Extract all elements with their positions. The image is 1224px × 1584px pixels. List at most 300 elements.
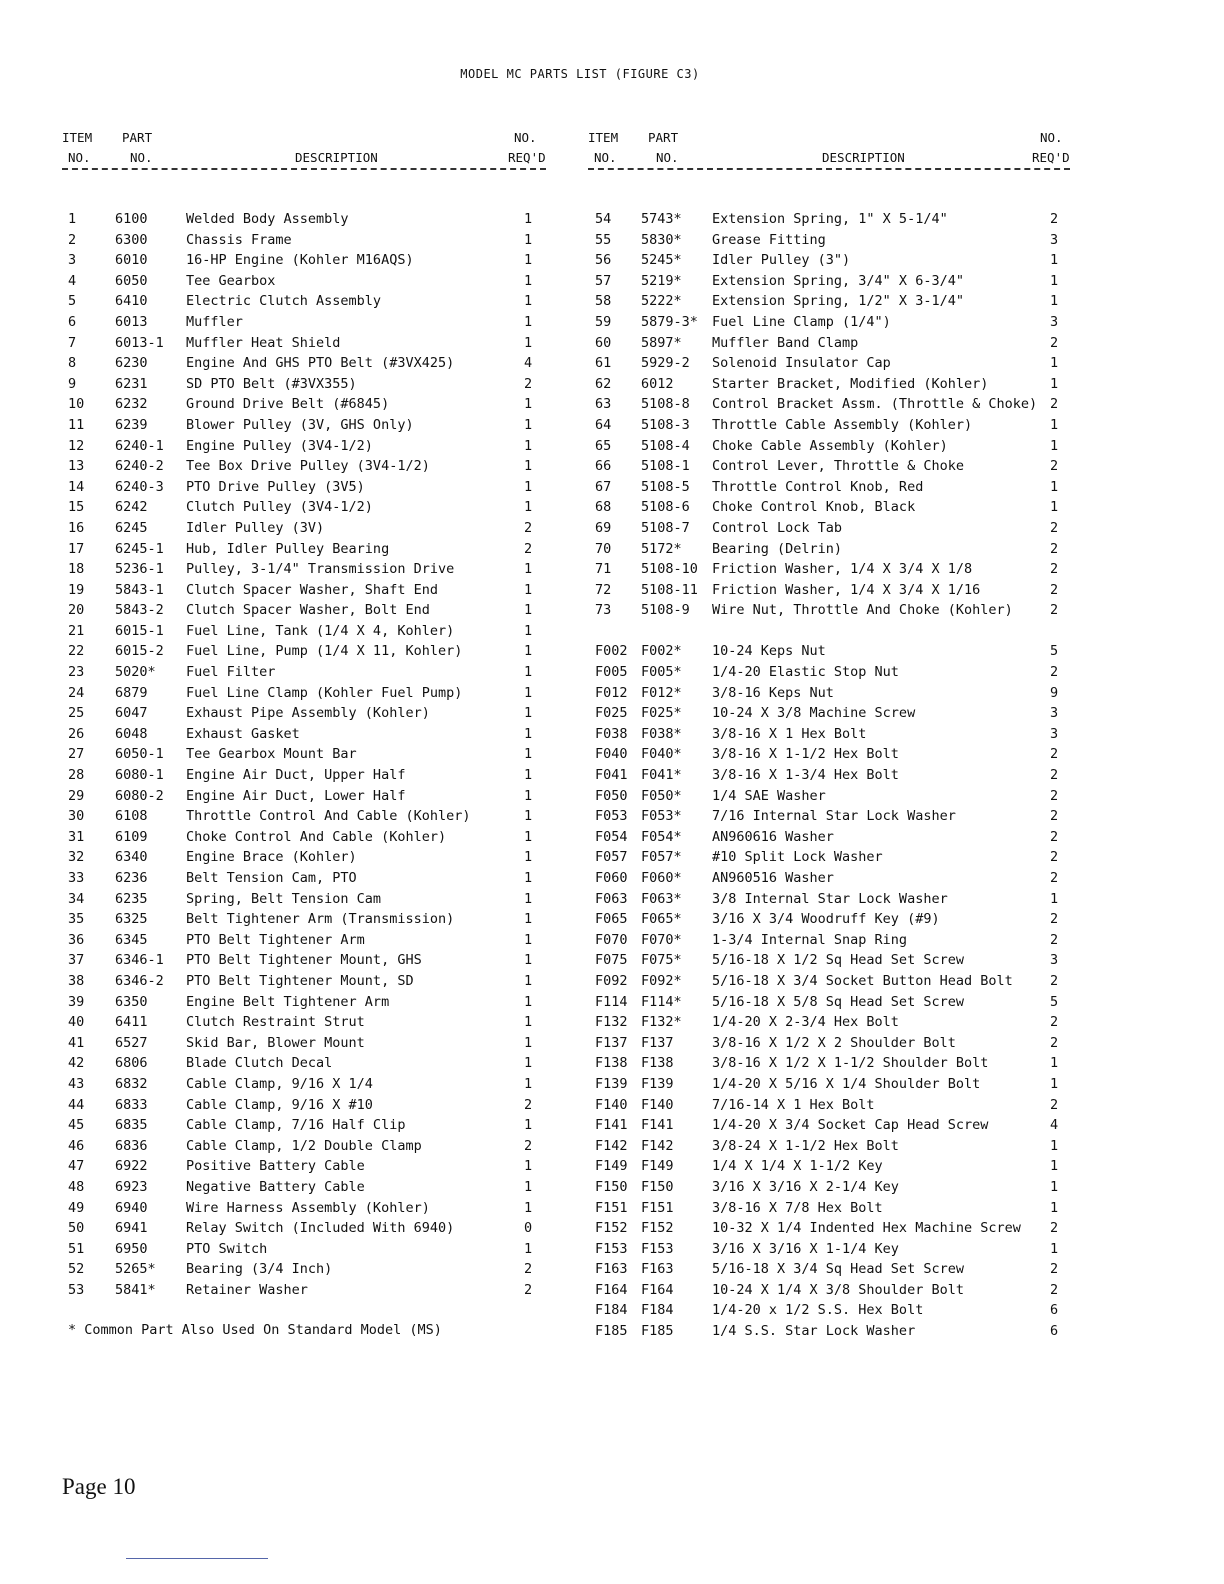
- table-row: [0, 1280, 1224, 1301]
- part-description: Friction Washer, 1/4 X 3/4 X 1/16: [712, 581, 981, 598]
- part-number: F153: [641, 1240, 674, 1257]
- part-description: AN960616 Washer: [712, 828, 834, 845]
- quantity-required: 2: [524, 1096, 533, 1113]
- quantity-required: 1: [524, 334, 533, 351]
- part-number: F151: [641, 1199, 674, 1216]
- part-description: Engine Belt Tightener Arm: [186, 993, 390, 1010]
- quantity-required: 1: [1050, 355, 1059, 372]
- part-number: 6080-2: [115, 787, 164, 804]
- table-row: [0, 415, 1224, 436]
- quantity-required: 2: [1050, 1034, 1059, 1051]
- header-label: NO.: [130, 150, 153, 165]
- header-part-right: [648, 128, 679, 168]
- part-description: 10-24 X 1/4 X 3/8 Shoulder Bolt: [712, 1281, 964, 1298]
- item-number: 10: [68, 396, 85, 413]
- part-number: F141: [641, 1117, 674, 1134]
- item-number: F025: [595, 705, 628, 722]
- part-description: 3/8-16 X 7/8 Hex Bolt: [712, 1199, 883, 1216]
- table-row: [0, 1115, 1224, 1136]
- table-row: [0, 456, 1224, 477]
- table-row: [0, 477, 1224, 498]
- part-number: F185: [641, 1323, 674, 1340]
- part-number: 6879: [115, 684, 148, 701]
- table-row: [0, 559, 1224, 580]
- part-number: 5108-1: [641, 458, 690, 475]
- part-number: 6242: [115, 499, 148, 516]
- table-row: [0, 518, 1224, 539]
- quantity-required: 4: [1050, 1117, 1059, 1134]
- part-description: Fuel Filter: [186, 664, 276, 681]
- header-desc-left: DESCRIPTION: [295, 150, 378, 165]
- quantity-required: 2: [1050, 458, 1059, 475]
- part-description: 3/8-16 X 1-3/4 Hex Bolt: [712, 767, 899, 784]
- quantity-required: 1: [524, 787, 533, 804]
- item-number: 40: [68, 1014, 85, 1031]
- quantity-required: 2: [1050, 931, 1059, 948]
- quantity-required: 1: [524, 664, 533, 681]
- item-number: F153: [595, 1240, 628, 1257]
- quantity-required: 1: [524, 643, 533, 660]
- part-description: Blade Clutch Decal: [186, 1055, 333, 1072]
- table-row: [0, 806, 1224, 827]
- table-row: [0, 312, 1224, 333]
- table-row: [0, 971, 1224, 992]
- quantity-required: 1: [1050, 1178, 1059, 1195]
- item-number: 39: [68, 993, 85, 1010]
- part-number: 5108-7: [641, 519, 690, 536]
- part-description: 3/8-16 X 1/2 X 1-1/2 Shoulder Bolt: [712, 1055, 989, 1072]
- quantity-required: 1: [1050, 1158, 1059, 1175]
- part-number: 5841*: [115, 1281, 156, 1298]
- quantity-required: 1: [1050, 1199, 1059, 1216]
- item-number: 67: [595, 478, 612, 495]
- part-description: 1/4 SAE Washer: [712, 787, 826, 804]
- part-number: 6012: [641, 375, 674, 392]
- quantity-required: 1: [524, 622, 533, 639]
- item-number: F053: [595, 808, 628, 825]
- table-row: [0, 950, 1224, 971]
- item-number: 71: [595, 561, 612, 578]
- item-number: 16: [68, 519, 85, 536]
- item-number: F038: [595, 725, 628, 742]
- part-description: Extension Spring, 3/4" X 6-3/4": [712, 272, 964, 289]
- header-item-right: [588, 128, 618, 168]
- part-description: Choke Cable Assembly (Kohler): [712, 437, 948, 454]
- item-number: 2: [68, 231, 77, 248]
- part-description: Fuel Line, Pump (1/4 X 11, Kohler): [186, 643, 463, 660]
- quantity-required: 1: [524, 890, 533, 907]
- part-description: Choke Control Knob, Black: [712, 499, 916, 516]
- item-number: F184: [595, 1302, 628, 1319]
- part-description: Throttle Cable Assembly (Kohler): [712, 416, 973, 433]
- part-number: F075*: [641, 952, 682, 969]
- quantity-required: 1: [524, 272, 533, 289]
- table-row: [0, 827, 1224, 848]
- table-row: [0, 724, 1224, 745]
- item-number: 37: [68, 952, 85, 969]
- quantity-required: 1: [524, 252, 533, 269]
- item-number: 11: [68, 416, 85, 433]
- part-number: F053*: [641, 808, 682, 825]
- header-part-left: [122, 128, 153, 168]
- part-number: 6080-1: [115, 767, 164, 784]
- part-number: F063*: [641, 890, 682, 907]
- item-number: 46: [68, 1137, 85, 1154]
- header-label: REQ'D: [508, 150, 546, 165]
- item-number: 12: [68, 437, 85, 454]
- part-description: 3/8-16 X 1 Hex Bolt: [712, 725, 867, 742]
- part-number: F005*: [641, 664, 682, 681]
- part-description: Throttle Control And Cable (Kohler): [186, 808, 471, 825]
- part-description: Control Lock Tab: [712, 519, 843, 536]
- item-number: F142: [595, 1137, 628, 1154]
- header-req-left: [508, 128, 546, 168]
- item-number: 24: [68, 684, 85, 701]
- quantity-required: 2: [1050, 602, 1059, 619]
- quantity-required: 2: [1050, 911, 1059, 928]
- part-number: 6835: [115, 1117, 148, 1134]
- item-number: F040: [595, 746, 628, 763]
- item-number: F152: [595, 1220, 628, 1237]
- part-description: Chassis Frame: [186, 231, 292, 248]
- item-number: 59: [595, 313, 612, 330]
- part-description: 10-32 X 1/4 Indented Hex Machine Screw: [712, 1220, 1021, 1237]
- item-number: 72: [595, 581, 612, 598]
- page-number: Page 10: [62, 1474, 136, 1499]
- part-number: 6108: [115, 808, 148, 825]
- item-number: 18: [68, 561, 85, 578]
- part-description: 1-3/4 Internal Snap Ring: [712, 931, 908, 948]
- table-row: [0, 683, 1224, 704]
- table-row: [0, 703, 1224, 724]
- part-description: 10-24 Keps Nut: [712, 643, 826, 660]
- table-row: [0, 271, 1224, 292]
- part-number: F012*: [641, 684, 682, 701]
- table-row: [0, 1198, 1224, 1219]
- part-number: 5020*: [115, 664, 156, 681]
- table-row: [0, 868, 1224, 889]
- part-description: Fuel Line Clamp (1/4"): [712, 313, 891, 330]
- part-description: Throttle Control Knob, Red: [712, 478, 924, 495]
- header-label: ITEM: [588, 130, 619, 145]
- item-number: F063: [595, 890, 628, 907]
- part-description: Fuel Line Clamp (Kohler Fuel Pump): [186, 684, 463, 701]
- quantity-required: 1: [524, 602, 533, 619]
- quantity-required: 3: [1050, 705, 1059, 722]
- part-description: Clutch Spacer Washer, Bolt End: [186, 602, 430, 619]
- part-description: 3/8-24 X 1-1/2 Hex Bolt: [712, 1137, 899, 1154]
- quantity-required: 1: [524, 499, 533, 516]
- quantity-required: 1: [1050, 1240, 1059, 1257]
- part-number: F137: [641, 1034, 674, 1051]
- header-label: ITEM: [62, 130, 93, 145]
- quantity-required: 3: [1050, 313, 1059, 330]
- item-number: F060: [595, 870, 628, 886]
- part-description: Engine Brace (Kohler): [186, 849, 357, 866]
- item-number: F041: [595, 767, 628, 784]
- part-number: F152: [641, 1220, 674, 1237]
- table-row: [0, 353, 1224, 374]
- part-number: F054*: [641, 828, 682, 845]
- item-number: 27: [68, 746, 85, 763]
- part-number: F065*: [641, 911, 682, 928]
- table-row: [0, 641, 1224, 662]
- header-desc-right: DESCRIPTION: [822, 150, 905, 165]
- quantity-required: 1: [524, 993, 533, 1010]
- part-description: Extension Spring, 1" X 5-1/4": [712, 211, 948, 227]
- item-number: 38: [68, 972, 85, 989]
- part-number: F114*: [641, 993, 682, 1010]
- quantity-required: 2: [1050, 787, 1059, 804]
- table-row: [0, 333, 1224, 354]
- part-description: 7/16 Internal Star Lock Washer: [712, 808, 956, 825]
- item-number: 52: [68, 1261, 85, 1278]
- table-row: [0, 230, 1224, 251]
- part-description: Wire Nut, Throttle And Choke (Kohler): [712, 602, 1013, 619]
- item-number: F050: [595, 787, 628, 804]
- item-number: 65: [595, 437, 612, 454]
- quantity-required: 1: [524, 972, 533, 989]
- quantity-required: 1: [524, 849, 533, 866]
- part-number: 6923: [115, 1178, 148, 1195]
- part-description: 3/8-16 Keps Nut: [712, 684, 834, 701]
- item-number: 26: [68, 725, 85, 742]
- part-description: Muffler Band Clamp: [712, 334, 859, 351]
- item-number: F002: [595, 643, 628, 660]
- part-number: 6048: [115, 725, 148, 742]
- item-number: 32: [68, 849, 85, 866]
- part-description: Negative Battery Cable: [186, 1178, 365, 1195]
- quantity-required: 1: [524, 581, 533, 598]
- part-description: Clutch Restraint Strut: [186, 1014, 365, 1031]
- part-number: F138: [641, 1055, 674, 1072]
- part-number: F057*: [641, 849, 682, 866]
- part-number: F060*: [641, 870, 682, 886]
- item-number: 8: [68, 355, 77, 372]
- table-row: [0, 209, 1224, 230]
- quantity-required: 2: [1050, 1281, 1059, 1298]
- item-number: 62: [595, 375, 612, 392]
- part-number: 5222*: [641, 293, 682, 310]
- item-number: F054: [595, 828, 628, 845]
- table-row: [0, 744, 1224, 765]
- quantity-required: 1: [524, 684, 533, 701]
- part-description: 5/16-18 X 3/4 Sq Head Set Screw: [712, 1261, 964, 1278]
- header-label: NO.: [68, 150, 91, 165]
- item-number: 31: [68, 828, 85, 845]
- part-description: 1/4-20 X 5/16 X 1/4 Shoulder Bolt: [712, 1075, 981, 1092]
- part-description: SD PTO Belt (#3VX355): [186, 375, 357, 392]
- quantity-required: 2: [1050, 849, 1059, 866]
- item-number: 73: [595, 602, 612, 619]
- part-number: 5743*: [641, 211, 682, 227]
- part-description: Cable Clamp, 9/16 X #10: [186, 1096, 373, 1113]
- item-number: F114: [595, 993, 628, 1010]
- part-description: Positive Battery Cable: [186, 1158, 365, 1175]
- part-description: Extension Spring, 1/2" X 3-1/4": [712, 293, 964, 310]
- item-number: 50: [68, 1220, 85, 1237]
- item-number: 44: [68, 1096, 85, 1113]
- item-number: 5: [68, 293, 77, 310]
- item-number: F092: [595, 972, 628, 989]
- item-number: 69: [595, 519, 612, 536]
- item-number: F149: [595, 1158, 628, 1175]
- part-description: Friction Washer, 1/4 X 3/4 X 1/8: [712, 561, 973, 578]
- part-number: 6300: [115, 231, 148, 248]
- quantity-required: 1: [1050, 1055, 1059, 1072]
- table-row: [0, 765, 1224, 786]
- part-number: 6950: [115, 1240, 148, 1257]
- quantity-required: 2: [1050, 767, 1059, 784]
- quantity-required: 1: [524, 1034, 533, 1051]
- quantity-required: 2: [524, 1261, 533, 1278]
- quantity-required: 1: [1050, 437, 1059, 454]
- quantity-required: 2: [524, 1281, 533, 1298]
- part-description: 1/4-20 x 1/2 S.S. Hex Bolt: [712, 1302, 924, 1319]
- item-number: 1: [68, 211, 77, 227]
- item-number: 7: [68, 334, 77, 351]
- header-divider-right: [588, 168, 1070, 170]
- quantity-required: 1: [1050, 890, 1059, 907]
- item-number: 20: [68, 602, 85, 619]
- part-description: Retainer Washer: [186, 1281, 308, 1298]
- part-number: 5108-10: [641, 561, 698, 578]
- part-number: F184: [641, 1302, 674, 1319]
- quantity-required: 1: [524, 437, 533, 454]
- footnote: * Common Part Also Used On Standard Model (MS): [68, 1322, 442, 1338]
- quantity-required: 2: [524, 540, 533, 557]
- part-description: 7/16-14 X 1 Hex Bolt: [712, 1096, 875, 1113]
- part-description: Clutch Spacer Washer, Shaft End: [186, 581, 438, 598]
- quantity-required: 2: [1050, 870, 1059, 886]
- header-label: NO.: [594, 150, 617, 165]
- item-number: 64: [595, 416, 612, 433]
- header-label: NO.: [656, 150, 679, 165]
- part-number: 5245*: [641, 252, 682, 269]
- quantity-required: 1: [524, 931, 533, 948]
- item-number: F185: [595, 1323, 628, 1340]
- item-number: 35: [68, 911, 85, 928]
- item-number: 41: [68, 1034, 85, 1051]
- item-number: F141: [595, 1117, 628, 1134]
- table-row: [0, 1053, 1224, 1074]
- part-description: Fuel Line, Tank (1/4 X 4, Kohler): [186, 622, 455, 639]
- part-number: 6832: [115, 1075, 148, 1092]
- part-description: Hub, Idler Pulley Bearing: [186, 540, 390, 557]
- header-label: NO.: [1040, 130, 1063, 145]
- quantity-required: 2: [1050, 808, 1059, 825]
- part-description: 3/16 X 3/16 X 1-1/4 Key: [712, 1240, 899, 1257]
- quantity-required: 1: [524, 1199, 533, 1216]
- part-description: 3/16 X 3/16 X 2-1/4 Key: [712, 1178, 899, 1195]
- quantity-required: 2: [1050, 664, 1059, 681]
- part-description: Electric Clutch Assembly: [186, 293, 382, 310]
- header-label: PART: [648, 130, 679, 145]
- part-number: 5108-6: [641, 499, 690, 516]
- quantity-required: 1: [1050, 272, 1059, 289]
- quantity-required: 1: [1050, 1075, 1059, 1092]
- table-row: [0, 1177, 1224, 1198]
- part-number: 6013-1: [115, 334, 164, 351]
- part-description: Engine Air Duct, Upper Half: [186, 767, 406, 784]
- table-row: [0, 662, 1224, 683]
- part-number: F002*: [641, 643, 682, 660]
- item-number: 58: [595, 293, 612, 310]
- header-item-left: [62, 128, 92, 168]
- part-number: 5219*: [641, 272, 682, 289]
- part-number: F132*: [641, 1014, 682, 1031]
- quantity-required: 1: [524, 1014, 533, 1031]
- table-row: [0, 909, 1224, 930]
- table-row: [0, 1033, 1224, 1054]
- quantity-required: 6: [1050, 1302, 1059, 1319]
- item-number: F163: [595, 1261, 628, 1278]
- item-number: F138: [595, 1055, 628, 1072]
- quantity-required: 1: [524, 1158, 533, 1175]
- quantity-required: 1: [1050, 499, 1059, 516]
- part-description: 1/4 S.S. Star Lock Washer: [712, 1323, 916, 1340]
- part-description: Solenoid Insulator Cap: [712, 355, 891, 372]
- table-row: [0, 600, 1224, 621]
- part-description: 5/16-18 X 1/2 Sq Head Set Screw: [712, 952, 964, 969]
- part-number: 6340: [115, 849, 148, 866]
- item-number: F075: [595, 952, 628, 969]
- part-description: Pulley, 3-1/4" Transmission Drive: [186, 561, 455, 578]
- part-description: Spring, Belt Tension Cam: [186, 890, 382, 907]
- item-number: 45: [68, 1117, 85, 1134]
- part-description: PTO Drive Pulley (3V5): [186, 478, 365, 495]
- footer-rule: [126, 1558, 268, 1559]
- part-number: 6015-2: [115, 643, 164, 660]
- part-number: 6411: [115, 1014, 148, 1031]
- table-row: [0, 250, 1224, 271]
- quantity-required: 2: [524, 1137, 533, 1154]
- part-description: Engine Pulley (3V4-1/2): [186, 437, 373, 454]
- item-number: 61: [595, 355, 612, 372]
- part-description: Belt Tightener Arm (Transmission): [186, 911, 455, 928]
- part-number: 5236-1: [115, 561, 164, 578]
- quantity-required: 6: [1050, 1323, 1059, 1340]
- part-number: 5108-11: [641, 581, 698, 598]
- item-number: 28: [68, 767, 85, 784]
- part-description: Choke Control And Cable (Kohler): [186, 828, 447, 845]
- item-number: 51: [68, 1240, 85, 1257]
- part-description: 1/4-20 X 3/4 Socket Cap Head Screw: [712, 1117, 989, 1134]
- part-description: 3/16 X 3/4 Woodruff Key (#9): [712, 911, 940, 928]
- part-number: 5265*: [115, 1261, 156, 1278]
- part-number: 5830*: [641, 231, 682, 248]
- table-row: [0, 436, 1224, 457]
- item-number: 13: [68, 458, 85, 475]
- header-divider-left: [62, 168, 546, 170]
- quantity-required: 2: [1050, 211, 1059, 227]
- quantity-required: 1: [524, 478, 533, 495]
- part-number: F164: [641, 1281, 674, 1298]
- quantity-required: 1: [524, 952, 533, 969]
- table-row: [0, 1156, 1224, 1177]
- part-number: 5108-3: [641, 416, 690, 433]
- row-spacer: [0, 621, 1224, 642]
- quantity-required: 1: [1050, 478, 1059, 495]
- part-description: Bearing (3/4 Inch): [186, 1261, 333, 1278]
- part-number: 6235: [115, 890, 148, 907]
- item-number: 33: [68, 870, 85, 886]
- part-description: Engine Air Duct, Lower Half: [186, 787, 406, 804]
- table-row: [0, 786, 1224, 807]
- quantity-required: 3: [1050, 952, 1059, 969]
- quantity-required: 2: [1050, 396, 1059, 413]
- table-row: [0, 1095, 1224, 1116]
